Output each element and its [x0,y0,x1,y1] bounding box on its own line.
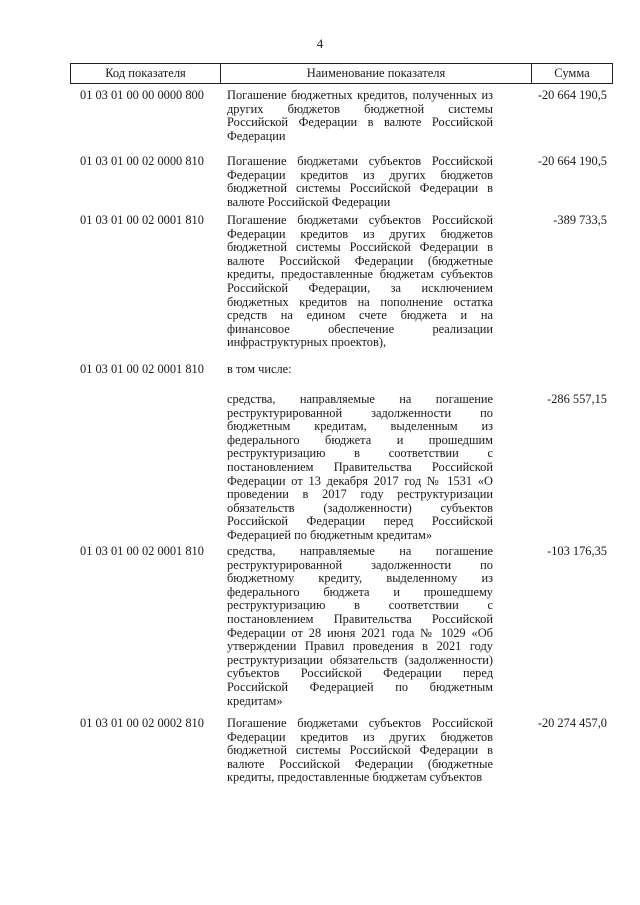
row-sum: -286 557,15 [547,392,607,406]
row-name: Погашение бюджетами субъектов Российской Федерации кредитов из других бюджетов бюджетной системы Российской Федерации в валюте Российской Федерации (бюджетные кредиты, предоставленные бюджетам субъектов [227,716,493,785]
row-name: Погашение бюджетных кредитов, полученных из других бюджетов бюджетной системы Российской Федерации в валюте Российской Федерации [227,88,493,143]
row-sum: -103 176,35 [547,544,607,558]
header-sum: Сумма [554,66,590,80]
row-code: 01 03 01 00 02 0000 810 [80,154,204,168]
row-code: 01 03 01 00 02 0001 810 [80,362,204,376]
row-name: средства, направляемые на погашение реструктурированной задолженности по бюджетному кредиту, выделенному из федерального бюджета и прошедшему реструктуризацию в соответствии с постановлением Правительства Российской Федерации от 28 июня 2021 года № 1029 «Об утверждении Правил проведения в 2021 году реструктуризации обязательств (задолженности) субъектов Российской Федерации перед Российской Федерацией по бюджетным кредитам» [227,544,493,708]
row-code: 01 03 01 00 02 0001 810 [80,544,204,558]
row-code: 01 03 01 00 02 0001 810 [80,213,204,227]
row-sum: -20 664 190,5 [537,154,607,168]
header-name: Наименование показателя [221,64,532,83]
row-sum: -20 274 457,0 [537,716,607,730]
row-code: 01 03 01 00 00 0000 800 [80,88,204,102]
header-code: Код показателя [71,64,221,83]
row-name: Погашение бюджетами субъектов Российской Федерации кредитов из других бюджетов бюджетной системы Российской Федерации в валюте Российской Федерации (бюджетные кредиты, предоставленные бюджетам субъектов Российской Федерации, за исключением бюджетных кредитов на пополнение остатка средств на едином счете бюджета и на финансовое обеспечение реализации инфраструктурных проектов), [227,213,493,350]
row-name: Погашение бюджетами субъектов Российской Федерации кредитов из других бюджетов бюджетной системы Российской Федерации в валюте Российской Федерации [227,154,493,209]
row-sum: -20 664 190,5 [537,88,607,102]
row-name: в том числе: [227,362,292,376]
row-sum: -389 733,5 [553,213,607,227]
row-code: 01 03 01 00 02 0002 810 [80,716,204,730]
page-number: 4 [316,36,324,51]
row-name: средства, направляемые на погашение реструктурированной задолженности по бюджетным кредитам, выделенным из федерального бюджета и прошедшим реструктуризацию в соответствии с постановлением Правительства Российской Федерации от 13 декабря 2017 год № 1531 «О проведении в 2017 году реструктуризации обязательств (задолженности) субъектов Российской Федерации перед Российской Федерацией по бюджетным кредитам» [227,392,493,542]
table-header [70,63,613,84]
